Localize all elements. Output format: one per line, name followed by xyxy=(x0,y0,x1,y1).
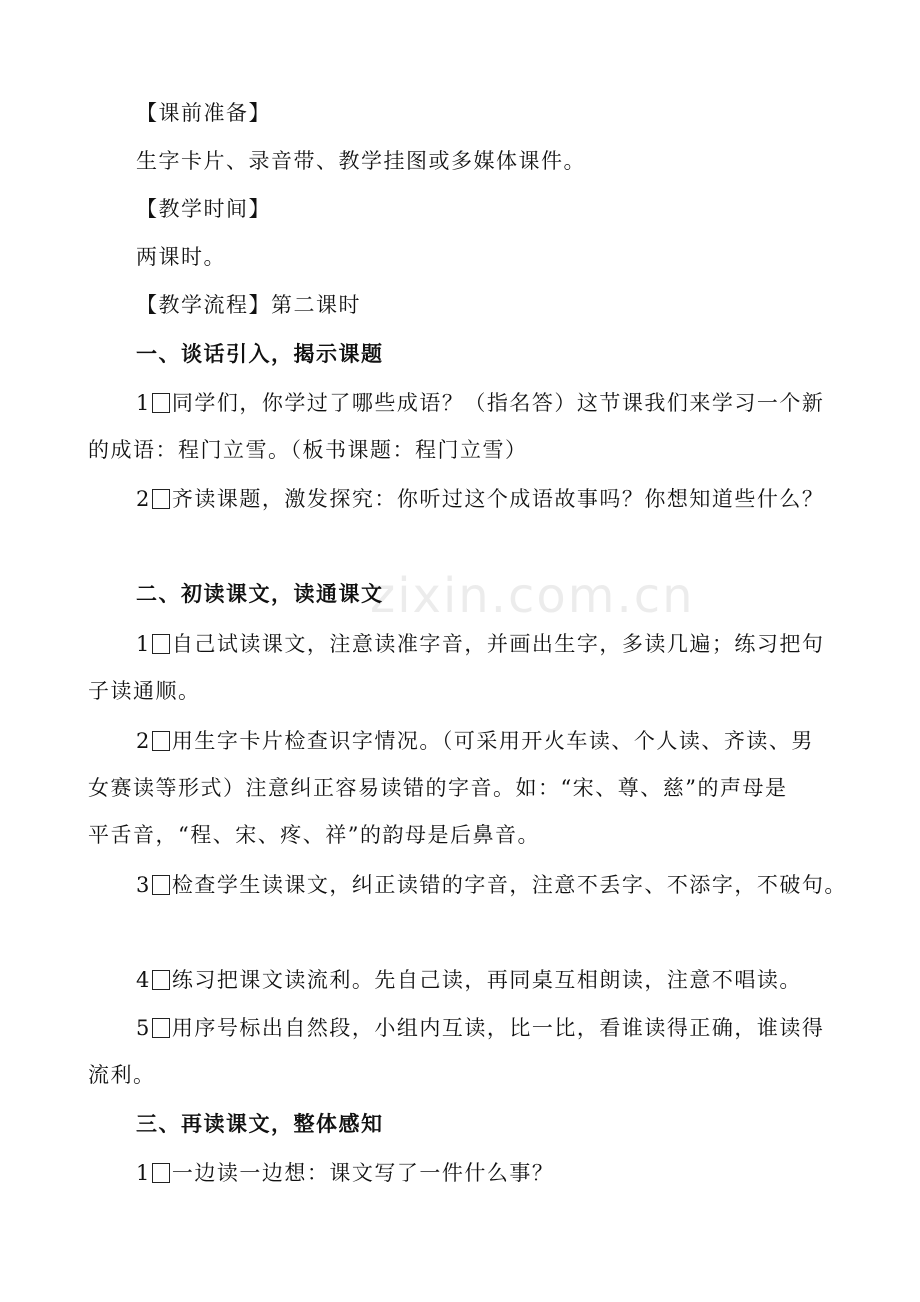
s1-item-1 xyxy=(136,389,824,417)
item-number: 1 xyxy=(136,391,151,415)
time-heading: 【教学时间】 xyxy=(136,197,271,221)
item-number: 5 xyxy=(136,1016,151,1040)
item-text: 用生字卡片检查识字情况。（可采用开火车读、个人读、齐读、男 xyxy=(171,729,814,753)
item-number: 1 xyxy=(136,1161,151,1185)
item-text: 同学们，你学过了哪些成语？（指名答）这节课我们来学习一个新 xyxy=(171,391,825,415)
checkbox-glyph xyxy=(152,1018,170,1038)
watermark: zixin.com.cn xyxy=(370,568,695,624)
item-number: 4 xyxy=(136,968,151,992)
flow-heading: 【教学流程】第二课时 xyxy=(136,293,361,317)
checkbox-glyph xyxy=(152,393,170,413)
item-number: 2 xyxy=(136,487,151,511)
checkbox-glyph xyxy=(152,634,170,654)
s2-item-1-cont: 子读通顺。 xyxy=(88,679,201,703)
time-content: 两课时。 xyxy=(136,245,226,269)
s2-item-1 xyxy=(136,630,824,658)
section-3-title: 三、再读课文，整体感知 xyxy=(136,1111,384,1136)
prep-heading: 【课前准备】 xyxy=(136,101,271,125)
s2-item-3 xyxy=(136,871,847,899)
checkbox-glyph xyxy=(152,970,170,990)
s2-item-5 xyxy=(136,1014,824,1042)
s2-item-5-cont: 流利。 xyxy=(88,1063,156,1087)
section-2-title: 二、初读课文，读通课文 xyxy=(136,581,384,606)
item-text: 一边读一边想：课文写了一件什么事？ xyxy=(171,1161,555,1185)
item-text: 练习把课文读流利。先自己读，再同桌互相朗读，注意不唱读。 xyxy=(171,968,802,992)
item-number: 3 xyxy=(136,873,151,897)
section-1-title: 一、谈话引入，揭示课题 xyxy=(136,341,384,366)
item-text: 齐读课题，激发探究：你听过这个成语故事吗？你想知道些什么？ xyxy=(171,487,825,511)
prep-content: 生字卡片、录音带、教学挂图或多媒体课件。 xyxy=(136,149,586,173)
s2-item-2-cont-1: 女赛读等形式）注意纠正容易读错的字音。如：“宋、尊、慈”的声母是 xyxy=(88,776,788,800)
item-text: 检查学生读课文，纠正读错的字音，注意不丢字、不添字，不破句。 xyxy=(171,873,847,897)
item-text: 自己试读课文，注意读准字音，并画出生字，多读几遍；练习把句 xyxy=(171,632,825,656)
item-number: 1 xyxy=(136,632,151,656)
s3-item-1 xyxy=(136,1159,554,1187)
s2-item-2-cont-2: 平舌音，“程、宋、疼、祥”的韵母是后鼻音。 xyxy=(88,823,540,847)
s2-item-2 xyxy=(136,727,814,755)
checkbox-glyph xyxy=(152,1163,170,1183)
item-number: 2 xyxy=(136,729,151,753)
s1-item-2 xyxy=(136,485,824,513)
item-text: 用序号标出自然段，小组内互读，比一比，看谁读得正确，谁读得 xyxy=(171,1016,825,1040)
s2-item-4 xyxy=(136,966,802,994)
checkbox-glyph xyxy=(152,731,170,751)
checkbox-glyph xyxy=(152,875,170,895)
s1-item-1-cont: 的成语：程门立雪。（板书课题：程门立雪） xyxy=(88,438,528,462)
checkbox-glyph xyxy=(152,489,170,509)
